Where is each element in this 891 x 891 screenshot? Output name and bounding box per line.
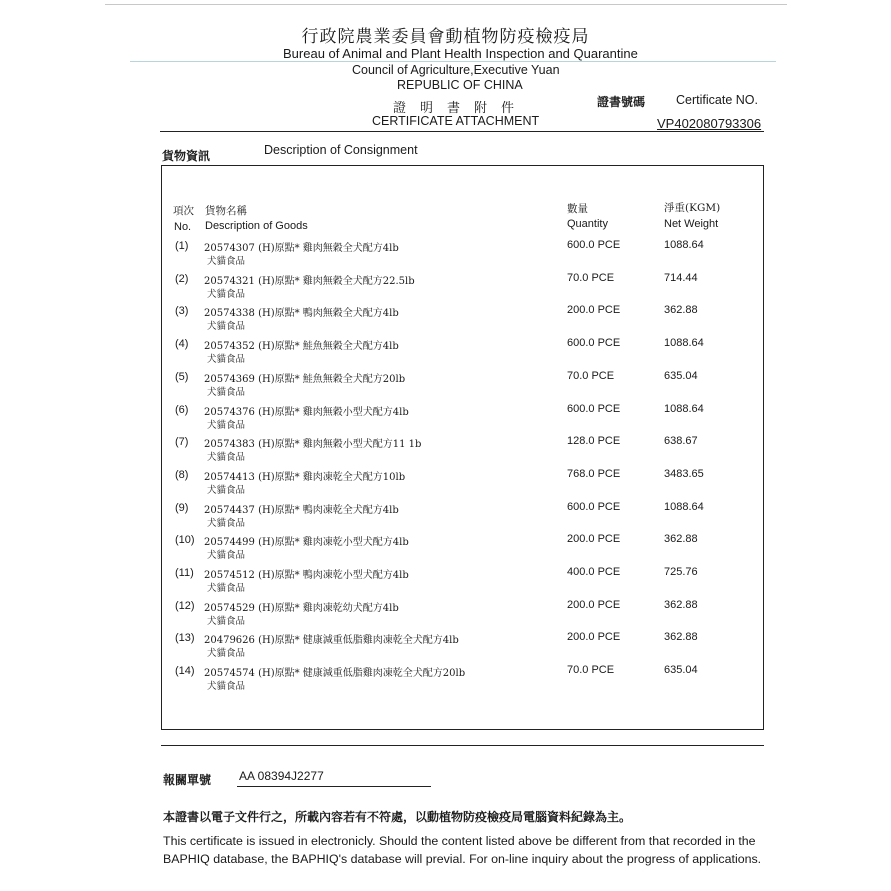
row-goods-description: 20574307 (H)原點* 雞肉無穀全犬配方4lb bbox=[204, 243, 399, 254]
row-item-number: (2) bbox=[175, 273, 189, 285]
row-item-number: (12) bbox=[175, 600, 195, 612]
consignment-label-english: Description of Consignment bbox=[264, 143, 418, 157]
consignment-label-chinese: 貨物資訊 bbox=[162, 149, 211, 163]
row-goods-category: 犬貓食品 bbox=[207, 648, 246, 659]
col-header-weight-english: Net Weight bbox=[664, 218, 719, 230]
row-item-number: (3) bbox=[175, 305, 189, 317]
notice-chinese: 本證書以電子文件行之，所載內容若有不符處，以動植物防疫檢疫局電腦資料紀錄為主。 bbox=[163, 810, 632, 824]
row-goods-description: 20574321 (H)原點* 雞肉無穀全犬配方22.5lb bbox=[204, 276, 415, 287]
certificate-number-label-english: Certificate NO. bbox=[676, 93, 758, 107]
row-goods-category: 犬貓食品 bbox=[207, 387, 246, 398]
council-name: Council of Agriculture,Executive Yuan bbox=[352, 63, 560, 77]
row-item-number: (10) bbox=[175, 534, 195, 546]
row-quantity: 600.0 PCE bbox=[567, 239, 621, 251]
row-goods-description: 20574383 (H)原點* 雞肉無穀小型犬配方11 1b bbox=[204, 439, 422, 450]
row-goods-category: 犬貓食品 bbox=[207, 289, 246, 300]
row-item-number: (13) bbox=[175, 632, 195, 644]
col-header-goods-english: Description of Goods bbox=[205, 220, 308, 232]
attachment-title-chinese: 證明書附件 bbox=[393, 101, 529, 116]
row-item-number: (11) bbox=[175, 567, 194, 579]
certificate-number-label-chinese: 證書號碼 bbox=[597, 95, 646, 109]
row-quantity: 400.0 PCE bbox=[567, 566, 621, 578]
row-net-weight: 725.76 bbox=[664, 566, 698, 578]
attachment-title-english: CERTIFICATE ATTACHMENT bbox=[372, 114, 540, 128]
row-item-number: (14) bbox=[175, 665, 195, 677]
country-name: REPUBLIC OF CHINA bbox=[397, 78, 523, 92]
bureau-title-chinese: 行政院農業委員會動植物防疫檢疫局 bbox=[301, 27, 590, 47]
declaration-underline bbox=[237, 786, 431, 787]
row-net-weight: 1088.64 bbox=[664, 239, 704, 251]
row-goods-category: 犬貓食品 bbox=[207, 256, 246, 267]
row-net-weight: 635.04 bbox=[664, 664, 698, 676]
row-quantity: 200.0 PCE bbox=[567, 533, 621, 545]
top-scan-line bbox=[105, 4, 787, 5]
row-net-weight: 1088.64 bbox=[664, 501, 704, 513]
col-header-no-english: No. bbox=[174, 221, 192, 233]
row-item-number: (4) bbox=[175, 338, 189, 350]
row-goods-description: 20574574 (H)原點* 健康減重低脂雞肉凍乾全犬配方20lb bbox=[204, 668, 466, 679]
row-quantity: 70.0 PCE bbox=[567, 370, 615, 382]
row-goods-description: 20574369 (H)原點* 鮭魚無穀全犬配方20lb bbox=[204, 374, 406, 385]
row-goods-category: 犬貓食品 bbox=[207, 616, 246, 627]
row-quantity: 200.0 PCE bbox=[567, 599, 621, 611]
header-rule bbox=[160, 131, 764, 132]
row-net-weight: 1088.64 bbox=[664, 337, 704, 349]
footer-rule bbox=[161, 745, 764, 746]
row-goods-category: 犬貓食品 bbox=[207, 452, 246, 463]
col-header-goods-chinese: 貨物名稱 bbox=[205, 205, 247, 217]
row-quantity: 200.0 PCE bbox=[567, 631, 621, 643]
row-net-weight: 362.88 bbox=[664, 599, 698, 611]
row-quantity: 200.0 PCE bbox=[567, 304, 621, 316]
row-goods-description: 20574338 (H)原點* 鴨肉無穀全犬配方4lb bbox=[204, 308, 399, 319]
row-quantity: 70.0 PCE bbox=[567, 664, 615, 676]
row-quantity: 600.0 PCE bbox=[567, 403, 621, 415]
row-goods-description: 20574413 (H)原點* 雞肉凍乾全犬配方10lb bbox=[204, 472, 406, 483]
row-goods-description: 20574512 (H)原點* 鴨肉凍乾小型犬配方4lb bbox=[204, 570, 409, 581]
row-item-number: (7) bbox=[175, 436, 189, 448]
col-header-no-chinese: 項次 bbox=[173, 205, 194, 217]
row-quantity: 128.0 PCE bbox=[567, 435, 621, 447]
row-item-number: (5) bbox=[175, 371, 189, 383]
row-goods-description: 20574529 (H)原點* 雞肉凍乾幼犬配方4lb bbox=[204, 603, 399, 614]
customs-declaration-label: 報關單號 bbox=[163, 773, 212, 787]
col-header-qty-chinese: 數量 bbox=[567, 203, 588, 215]
row-goods-category: 犬貓食品 bbox=[207, 518, 246, 529]
notice-english: This certificate is issued in electronicly. Should the content listed above be different from that recorded in the BAPHIQ database, the BAPHIQ's database will previal. For on-line inquiry about the progress of applications. bbox=[163, 834, 762, 866]
row-goods-category: 犬貓食品 bbox=[207, 485, 246, 496]
row-goods-description: 20574352 (H)原點* 鮭魚無穀全犬配方4lb bbox=[204, 341, 399, 352]
row-net-weight: 362.88 bbox=[664, 631, 698, 643]
row-goods-description: 20479626 (H)原點* 健康減重低脂雞肉凍乾全犬配方4lb bbox=[204, 635, 459, 646]
row-net-weight: 714.44 bbox=[664, 272, 698, 284]
row-quantity: 70.0 PCE bbox=[567, 272, 615, 284]
row-item-number: (6) bbox=[175, 404, 189, 416]
row-goods-category: 犬貓食品 bbox=[207, 321, 246, 332]
row-item-number: (8) bbox=[175, 469, 189, 481]
row-item-number: (1) bbox=[175, 240, 189, 252]
row-goods-category: 犬貓食品 bbox=[207, 420, 246, 431]
bureau-title-english: Bureau of Animal and Plant Health Inspection and Quarantine bbox=[283, 46, 638, 61]
row-goods-category: 犬貓食品 bbox=[207, 681, 246, 692]
certificate-number-value: VP402080793306 bbox=[657, 116, 762, 131]
row-goods-category: 犬貓食品 bbox=[207, 583, 246, 594]
col-header-weight-chinese: 淨重(KGM) bbox=[664, 202, 721, 214]
col-header-qty-english: Quantity bbox=[567, 218, 608, 230]
customs-declaration-number: AA 08394J2277 bbox=[239, 769, 324, 783]
row-goods-description: 20574499 (H)原點* 雞肉凍乾小型犬配方4lb bbox=[204, 537, 409, 548]
row-goods-description: 20574437 (H)原點* 鴨肉凍乾全犬配方4lb bbox=[204, 505, 399, 516]
row-quantity: 768.0 PCE bbox=[567, 468, 621, 480]
row-net-weight: 362.88 bbox=[664, 304, 698, 316]
row-quantity: 600.0 PCE bbox=[567, 501, 621, 513]
row-net-weight: 3483.65 bbox=[664, 468, 704, 480]
row-quantity: 600.0 PCE bbox=[567, 337, 621, 349]
row-goods-category: 犬貓食品 bbox=[207, 354, 246, 365]
row-net-weight: 1088.64 bbox=[664, 403, 704, 415]
row-item-number: (9) bbox=[175, 502, 189, 514]
row-goods-category: 犬貓食品 bbox=[207, 550, 246, 561]
row-net-weight: 638.67 bbox=[664, 435, 698, 447]
row-goods-description: 20574376 (H)原點* 雞肉無穀小型犬配方4lb bbox=[204, 407, 409, 418]
row-net-weight: 635.04 bbox=[664, 370, 698, 382]
row-net-weight: 362.88 bbox=[664, 533, 698, 545]
header-underline bbox=[130, 61, 776, 62]
